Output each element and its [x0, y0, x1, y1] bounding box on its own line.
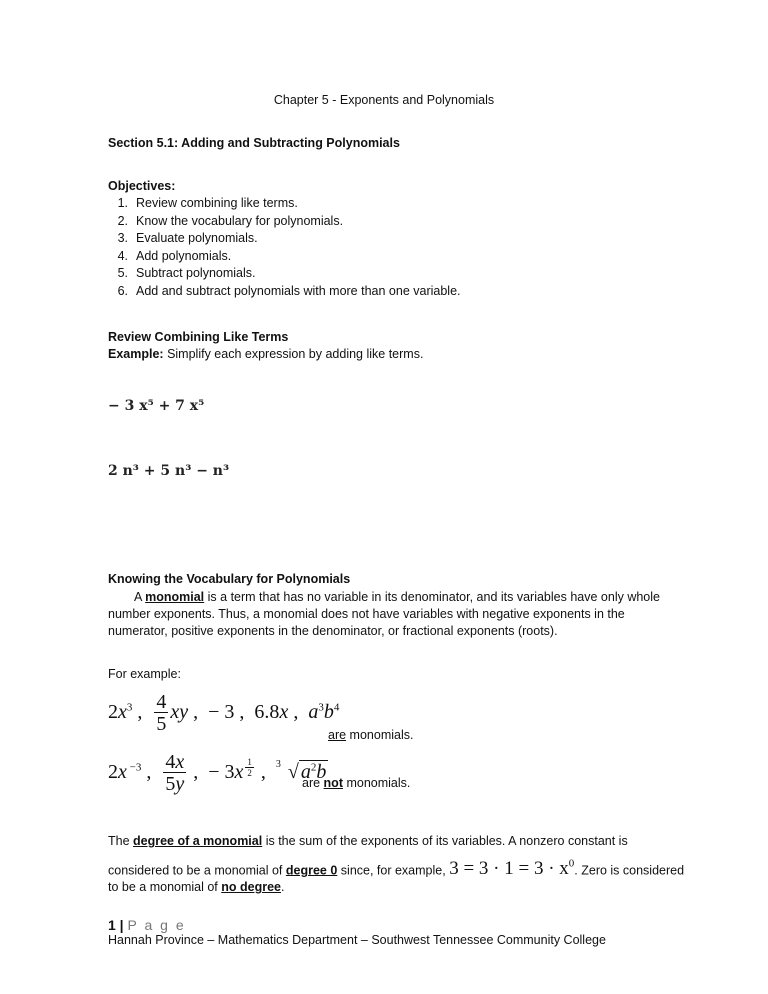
example-label: Example:	[108, 347, 164, 361]
list-item: 4. Add polynomials.	[117, 248, 232, 263]
objectives-heading: Objectives:	[108, 179, 176, 193]
degree-zero-paragraph: considered to be a monomial of degree 0 since, for example, $3 = 3 \cdot 1 = 3 \cdot x^0$. Zero is considered to be a monomial of no degree.	[108, 858, 685, 895]
degree-term: degree of a monomial	[133, 834, 263, 848]
list-item: 1. Review combining like terms.	[117, 196, 298, 210]
review-heading: Review Combining Like Terms	[108, 330, 289, 344]
page-number: 1 | P a g e	[108, 917, 186, 933]
monomial-term: monomial	[145, 590, 205, 604]
monomial-definition: A monomial is a term that has no variable in its denominator, and its variables have only whole number exponents. Thus, a monomial does not have variables with negative exponents in the numerator, positive exponents in the denominator, or fractional exponents (roots).	[108, 590, 660, 638]
expression-2: 2 n³ + 5 n³ − n³	[108, 463, 230, 479]
are-not-monomials-label: are not monomials.	[302, 776, 411, 790]
monomial-examples: $2x^3$ , $\frac{4}{5}$ xy , − 3 , 6.8x , $a^3b^4$	[108, 691, 340, 735]
list-item: 6. Add and subtract polynomials with more than one variable.	[117, 283, 461, 298]
degree-definition: The degree of a monomial is the sum of the exponents of its variables. A nonzero constant is	[108, 834, 628, 848]
list-item: 2. Know the vocabulary for polynomials.	[117, 213, 344, 228]
objectives-list	[108, 196, 461, 301]
for-example-label: For example:	[108, 667, 181, 681]
section-title: Section 5.1: Adding and Subtracting Polynomials	[108, 136, 400, 150]
list-item: 5. Subtract polynomials.	[117, 266, 256, 280]
example-instruction: Example: Simplify each expression by adding like terms.	[108, 347, 424, 361]
footer-credit: Hannah Province – Mathematics Department – Southwest Tennessee Community College	[108, 933, 606, 947]
expression-1: − 3 x⁵ + 7 x⁵	[108, 398, 205, 414]
list-item: 3. Evaluate polynomials.	[117, 231, 258, 245]
non-monomial-examples: 2x $^{-3}$ , $\frac{4x}{5y}$ , − 3x $^{\frac{1}{2}}$ , 3 √ $a^2b$	[108, 751, 327, 795]
vocab-heading: Knowing the Vocabulary for Polynomials	[108, 572, 351, 586]
degree-zero-equation: $3 = 3 \cdot 1 = 3 \cdot x^0$	[449, 858, 575, 880]
are-monomials-label: are monomials.	[328, 728, 414, 742]
chapter-title: Chapter 5 - Exponents and Polynomials	[273, 93, 495, 107]
